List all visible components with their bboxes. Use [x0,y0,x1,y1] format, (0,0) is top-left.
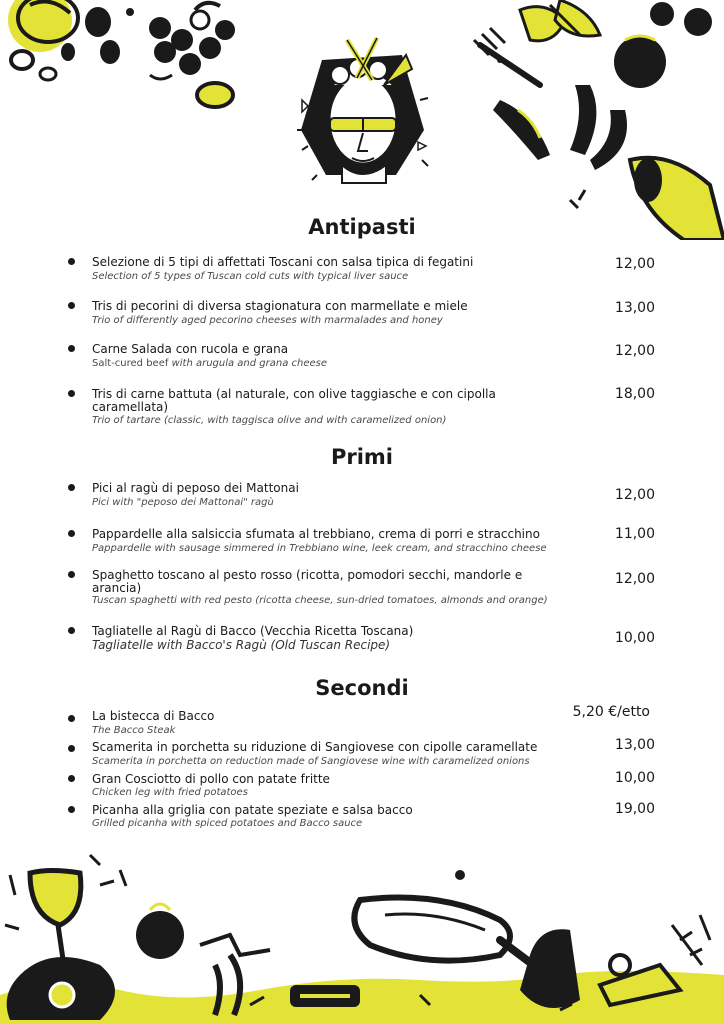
item-description: Scamerita in porchetta on reduction made of Sangiovese wine with caramelized onions [92,756,530,767]
item-price: 10,00 [614,770,655,786]
bullet-icon [68,530,75,537]
food-illustration-bottom [0,845,724,1024]
item-name: Picanha alla griglia con patate speziate e salsa bacco [92,803,413,817]
item-name: Pappardelle alla salsiccia sfumata al trebbiano, crema di porri e stracchino [92,527,540,541]
bullet-icon [68,484,75,491]
item-price: 12,00 [614,256,655,272]
bullet-icon [68,390,75,397]
item-price: 12,00 [614,487,655,503]
item-name: Tris di carne battuta (al naturale, con olive taggiasche e con cipolla caramellata) [92,387,496,414]
food-illustration-top-left [0,0,250,130]
item-description: Grilled picanha with spiced potatoes and Bacco sauce [92,818,363,829]
item-price: 12,00 [614,343,655,359]
food-illustration-top-right [460,0,724,240]
bullet-icon [68,258,75,265]
section-title-secondi: Secondi [315,676,409,700]
item-description: Tagliatelle with Bacco's Ragù (Old Tuscan Recipe) [92,638,391,652]
bust-logo [292,30,434,190]
item-name: Pici al ragù di peposo dei Mattonai [92,481,299,495]
item-name: Tagliatelle al Ragù di Bacco (Vecchia Ricetta Toscana) [92,624,414,638]
item-price: 11,00 [614,526,655,542]
item-price: 13,00 [614,300,655,316]
item-price: 5,20 €/etto [572,704,650,720]
item-name: Tris di pecorini di diversa stagionatura con marmellate e miele [92,299,468,313]
item-description: Pappardelle with sausage simmered in Trebbiano wine, leek cream, and stracchino cheese [92,543,547,554]
bullet-icon [68,302,75,309]
item-description: Pici with "peposo dei Mattonai" ragù [92,497,274,508]
item-description: Tuscan spaghetti with red pesto (ricotta cheese, sun-dried tomatoes, almonds and orange) [92,595,548,606]
item-description: Trio of differently aged pecorino cheeses with marmalades and honey [92,315,443,326]
bullet-icon [68,745,75,752]
bullet-icon [68,775,75,782]
section-title-antipasti: Antipasti [308,215,416,239]
bullet-icon [68,571,75,578]
item-name: La bistecca di Bacco [92,709,215,723]
bullet-icon [68,345,75,352]
item-price: 19,00 [614,801,655,817]
item-description: Chicken leg with fried potatoes [92,787,248,798]
item-name: Spaghetto toscano al pesto rosso (ricotta, pomodori secchi, mandorle e arancia) [92,568,523,595]
item-description-italic: with arugula and grana cheese [171,358,328,369]
item-price: 12,00 [614,571,655,587]
item-name: Selezione di 5 tipi di affettati Toscani con salsa tipica di fegatini [92,255,474,269]
item-description: Trio of tartare (classic, with taggisca olive and with caramelized onion) [92,415,447,426]
item-description: Selection of 5 types of Tuscan cold cuts with typical liver sauce [92,271,409,282]
item-name: Carne Salada con rucola e grana [92,342,289,356]
item-price: 18,00 [614,386,655,402]
item-description [92,358,612,370]
item-price: 13,00 [614,737,655,753]
item-description-plain: Salt-cured beef [92,358,169,369]
item-name: Scamerita in porchetta su riduzione di Sangiovese con cipolle caramellate [92,740,538,754]
bullet-icon [68,715,75,722]
section-title-primi: Primi [330,445,394,469]
item-description: The Bacco Steak [92,725,176,736]
item-name: Gran Cosciotto di pollo con patate fritte [92,772,330,786]
bullet-icon [68,806,75,813]
item-price: 10,00 [614,630,655,646]
bullet-icon [68,627,75,634]
